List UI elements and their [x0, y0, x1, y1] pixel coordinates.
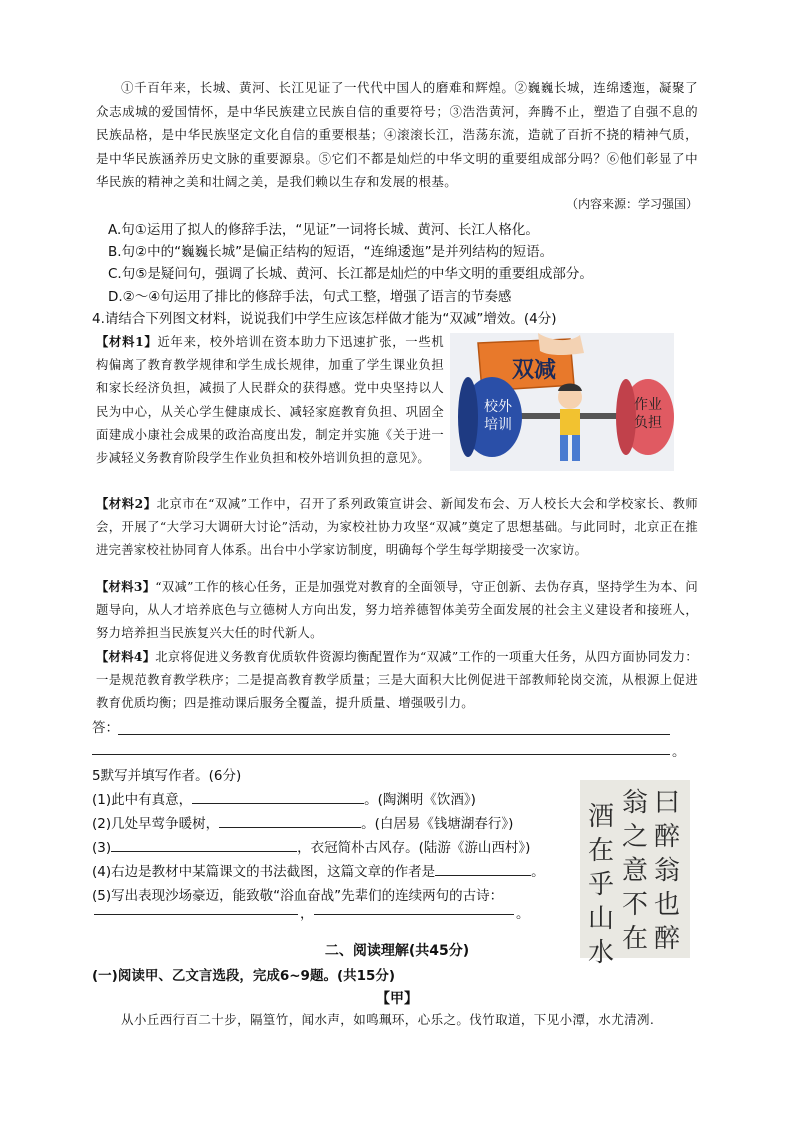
q5-item-5-blank-1[interactable]	[94, 914, 298, 915]
section-2-title: 二、阅读理解(共45分)	[324, 943, 470, 959]
material-2	[96, 492, 698, 563]
option-b: B.句②中的“巍巍长城”是偏正结构的短语，“连绵逶迤”是并列结构的短语。	[108, 244, 554, 260]
material-1-text: 近年来，校外培训在资本助力下迅速扩张，一些机构偏离了教育教学规律和学生成长规律，加重了学生课业负担和家长经济负担，减损了人民群众的获得感。党中央坚持以人民为中心，从关心学生健康成长、减轻家庭教育负担、巩固全面建成小康社会成果的政治高度出发，制定并实施《关于进一步减轻义务教育阶段学生作业负担和校外培训负担的意见》。	[96, 335, 444, 466]
q5-item-5: (5)写出表现沙场豪迈，能致敬“浴血奋战”先辈们的连续两句的古诗：	[92, 888, 504, 904]
callig-col-1: 曰 醉 翁 也 醉	[654, 788, 681, 954]
q5-item-2	[92, 812, 513, 832]
section-2-subtitle: (一)阅读甲、乙文言选段，完成6~9题。(共15分)	[92, 968, 396, 984]
material-1	[96, 330, 444, 470]
material-4	[96, 645, 698, 716]
calligraphy-image	[580, 780, 690, 968]
material-2-text: 北京市在“双减”工作中，召开了系列政策宣讲会、新闻发布会、万人校长大会和学校家长、教师会，开展了“大学习大调研大讨论”活动，为家校社协力攻坚“双减”奠定了思想基础。与此同时，北京正在推进完善家校社协同育人体系。出台中小学家访制度，明确每个学生每学期接受一次家访。	[96, 497, 698, 558]
option-d: D.②～④句运用了排比的修辞手法，句式工整，增强了语言的节奏感	[108, 289, 512, 305]
q5-item-3-blank[interactable]	[111, 839, 297, 852]
material-3-label: 【材料3】	[96, 579, 156, 594]
q5-item-1	[92, 788, 476, 808]
q5-item-5-end: 。	[516, 906, 530, 922]
q5-item-2-pre: (2)几处早莺争暖树，	[92, 816, 220, 832]
callig-col-2: 翁 之 意 不 在	[622, 788, 649, 954]
material-2-label: 【材料2】	[96, 496, 157, 511]
answer-end: 。	[672, 744, 686, 760]
option-c: C.句⑤是疑问句，强调了长城、黄河、长江都是灿烂的中华文明的重要组成部分。	[108, 266, 593, 282]
material-4-text: 北京将促进义务教育优质软件资源均衡配置作为“双减”工作的一项重大任务，从四方面协同发力：一是规范教育教学秩序；二是提高教育教学质量；三是大面积大比例促进干部教师轮岗交流，从根源上促进教育优质均衡；四是推动课后服务全覆盖，提升质量、增强吸引力。	[96, 650, 698, 711]
answer-line-2[interactable]	[92, 754, 670, 755]
q5-item-4	[92, 860, 545, 880]
q5-item-1-post: 。(陶渊明《饮酒》)	[364, 792, 476, 808]
q5-item-5-blank-2[interactable]	[314, 914, 514, 915]
q5-item-4-blank[interactable]	[435, 863, 531, 876]
q5-item-3-post: ，衣冠简朴古风存。(陆游《游山西村》)	[297, 840, 531, 856]
passage-source: （内容来源：学习强国）	[565, 197, 698, 211]
question-5-title: 5默写并填写作者。(6分)	[92, 768, 242, 784]
q5-item-3-pre: (3)	[92, 840, 112, 856]
answer-label: 答：	[92, 720, 119, 736]
passage-text: ①千百年来，长城、黄河、长江见证了一代代中国人的磨难和辉煌。②巍巍长城，连绵逶迤，凝聚了众志成城的爱国情怀，是中华民族建立民族自信的重要符号；③浩浩黄河，奔腾不止，塑造了自强不息的民族品格，是中华民族坚定文化自信的重要根基；④滚滚长江，浩荡东流，造就了百折不挠的精神气质，是中华民族涵养历史文脉的重要源泉。⑤它们不都是灿烂的中华文明的重要组成部分吗？⑥他们彰显了中华民族的精神之美和壮阔之美，是我们赖以生存和发展的根基。	[96, 80, 698, 190]
q5-item-3	[92, 836, 530, 856]
answer-line-1[interactable]	[118, 734, 670, 735]
jia-label: 【甲】	[376, 991, 418, 1007]
q5-item-4-pre: (4)右边是教材中某篇课文的书法截图，这篇文章的作者是	[92, 864, 436, 880]
q5-item-1-blank[interactable]	[192, 791, 364, 804]
question-4-title: 4.请结合下列图文材料，说说我们中学生应该怎样做才能为“双减”增效。(4分)	[92, 311, 557, 327]
q5-item-5-sep: ，	[300, 906, 314, 922]
material-1-label: 【材料1】	[96, 334, 158, 349]
double-reduction-illustration	[450, 333, 674, 471]
callig-col-3: 酒 在 乎 山 水	[588, 802, 615, 968]
illus-left-weight: 校外培训	[484, 399, 512, 433]
material-3-text: “双减”工作的核心任务，正是加强党对教育的全面领导，守正创新、去伪存真，坚持学生为本、问题导向，从人才培养底色与立德树人方向出发，努力培养德智体美劳全面发展的社会主义建设者和接班人，努力培养担当民族复兴大任的时代新人。	[96, 580, 698, 641]
material-3	[96, 575, 698, 646]
illustration-svg	[450, 333, 674, 471]
illus-right-weight: 作业负担	[634, 397, 662, 431]
option-a: A.句①运用了拟人的修辞手法，“见证”一词将长城、黄河、长江人格化。	[108, 222, 539, 238]
material-4-label: 【材料4】	[96, 649, 156, 664]
jia-text: 从小丘西行百二十步，隔篁竹，闻水声，如鸣珮环，心乐之。伐竹取道，下见小潭，水尤清冽.	[121, 1012, 655, 1027]
q5-item-2-blank[interactable]	[219, 815, 361, 828]
illus-title: 双减	[512, 358, 557, 383]
q5-item-1-pre: (1)此中有真意，	[92, 792, 193, 808]
q5-item-4-post: 。	[531, 864, 545, 880]
q5-item-2-post: 。(白居易《钱塘湖春行》)	[361, 816, 514, 832]
